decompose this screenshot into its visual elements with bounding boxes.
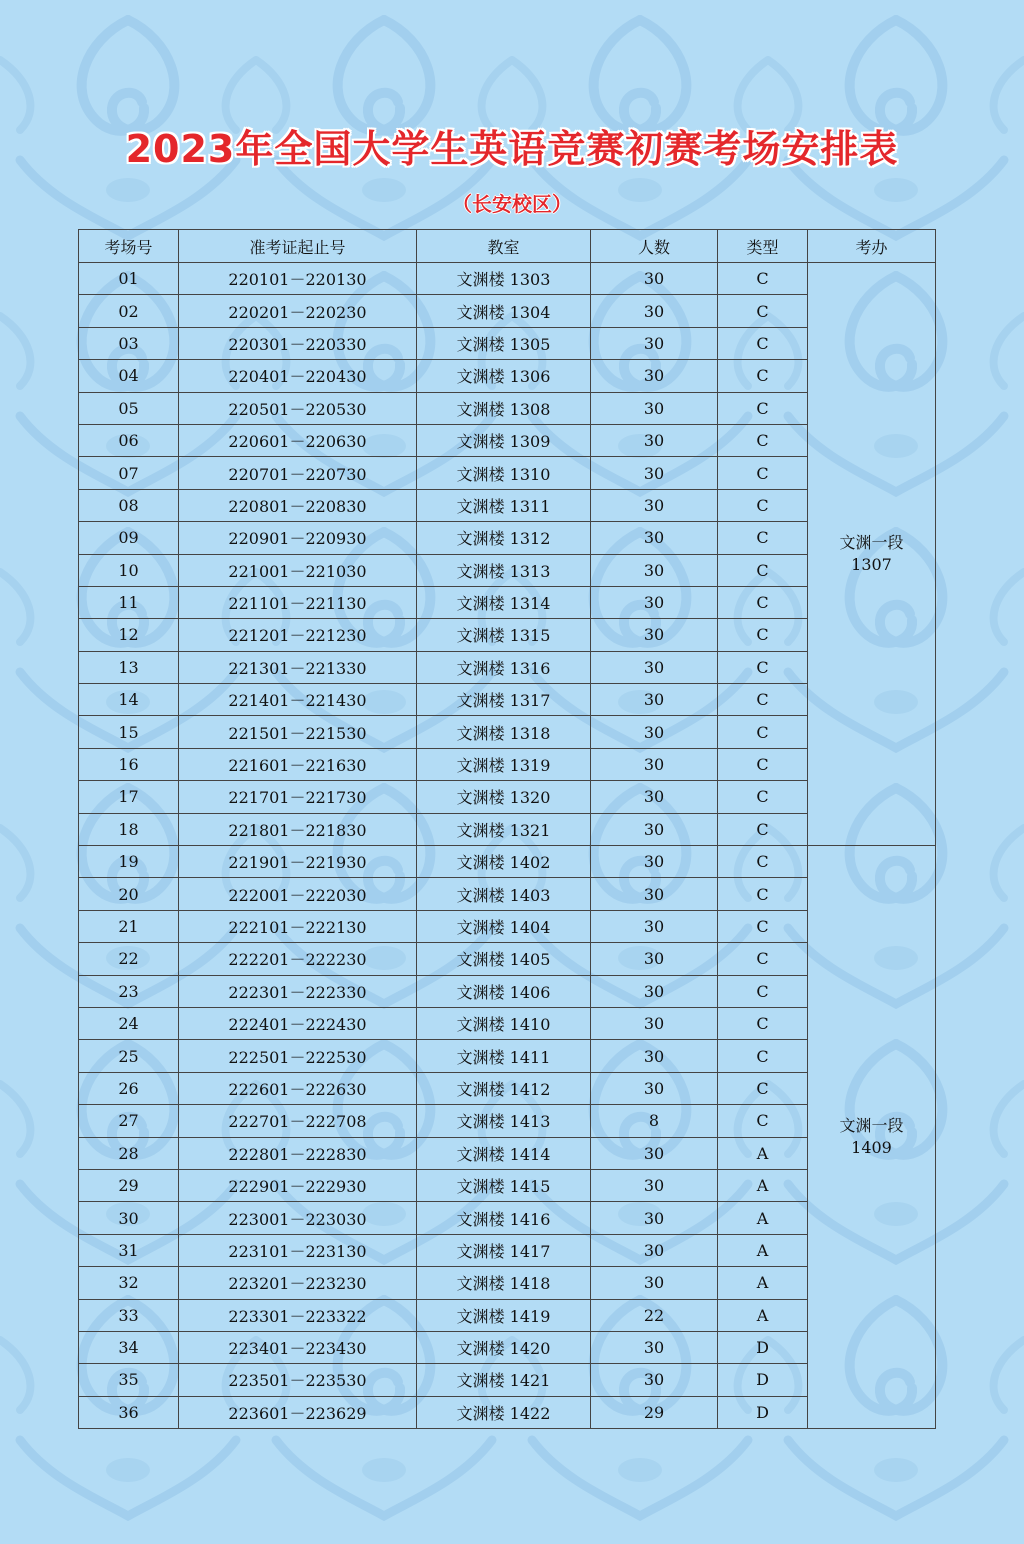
ticket-range-cell: 221201－221230 xyxy=(179,619,417,651)
room-no-cell: 23 xyxy=(79,975,179,1007)
count-cell: 30 xyxy=(591,748,718,780)
room-no-cell: 24 xyxy=(79,1007,179,1039)
type-cell: D xyxy=(718,1364,808,1396)
table-row xyxy=(79,813,936,845)
count-cell: 30 xyxy=(591,424,718,456)
ticket-range-cell: 223601－223629 xyxy=(179,1396,417,1428)
ticket-range-cell: 222301－222330 xyxy=(179,975,417,1007)
ticket-range-cell: 222701－222708 xyxy=(179,1105,417,1137)
ticket-range-cell: 221601－221630 xyxy=(179,748,417,780)
table-header-row xyxy=(79,230,936,263)
classroom-cell: 文渊楼 1416 xyxy=(417,1202,591,1234)
table-row xyxy=(79,1137,936,1169)
room-no-cell: 28 xyxy=(79,1137,179,1169)
type-cell: A xyxy=(718,1202,808,1234)
classroom-cell: 文渊楼 1314 xyxy=(417,586,591,618)
ticket-range-cell: 223201－223230 xyxy=(179,1267,417,1299)
room-no-cell: 22 xyxy=(79,943,179,975)
type-cell: C xyxy=(718,781,808,813)
ticket-range-cell: 222001－222030 xyxy=(179,878,417,910)
classroom-cell: 文渊楼 1306 xyxy=(417,360,591,392)
count-cell: 30 xyxy=(591,1202,718,1234)
table-row xyxy=(79,1040,936,1072)
ticket-range-cell: 220701－220730 xyxy=(179,457,417,489)
room-no-cell: 30 xyxy=(79,1202,179,1234)
count-cell: 30 xyxy=(591,392,718,424)
table-row xyxy=(79,684,936,716)
count-cell: 22 xyxy=(591,1299,718,1331)
header-office: 考办 xyxy=(808,230,936,263)
type-cell: A xyxy=(718,1169,808,1201)
count-cell: 30 xyxy=(591,781,718,813)
count-cell: 30 xyxy=(591,1364,718,1396)
type-cell: C xyxy=(718,813,808,845)
table-row xyxy=(79,1072,936,1104)
room-no-cell: 01 xyxy=(79,263,179,295)
type-cell: C xyxy=(718,586,808,618)
type-cell: C xyxy=(718,457,808,489)
table-row xyxy=(79,1299,936,1331)
table-row xyxy=(79,943,936,975)
count-cell: 30 xyxy=(591,1267,718,1299)
room-no-cell: 35 xyxy=(79,1364,179,1396)
count-cell: 30 xyxy=(591,586,718,618)
type-cell: D xyxy=(718,1396,808,1428)
ticket-range-cell: 222401－222430 xyxy=(179,1007,417,1039)
count-cell: 30 xyxy=(591,1040,718,1072)
count-cell: 30 xyxy=(591,1137,718,1169)
classroom-cell: 文渊楼 1318 xyxy=(417,716,591,748)
type-cell: C xyxy=(718,943,808,975)
table-row xyxy=(79,910,936,942)
type-cell: C xyxy=(718,748,808,780)
office-room: 1307 xyxy=(851,555,892,575)
room-no-cell: 03 xyxy=(79,327,179,359)
room-no-cell: 16 xyxy=(79,748,179,780)
room-no-cell: 25 xyxy=(79,1040,179,1072)
office-cell xyxy=(808,846,936,1429)
table-row xyxy=(79,457,936,489)
type-cell: C xyxy=(718,1105,808,1137)
type-cell: C xyxy=(718,716,808,748)
room-no-cell: 09 xyxy=(79,522,179,554)
room-no-cell: 08 xyxy=(79,489,179,521)
classroom-cell: 文渊楼 1308 xyxy=(417,392,591,424)
classroom-cell: 文渊楼 1303 xyxy=(417,263,591,295)
ticket-range-cell: 221701－221730 xyxy=(179,781,417,813)
type-cell: A xyxy=(718,1137,808,1169)
table-row xyxy=(79,1364,936,1396)
ticket-range-cell: 220301－220330 xyxy=(179,327,417,359)
table-row xyxy=(79,846,936,878)
table-row xyxy=(79,975,936,1007)
ticket-range-cell: 223001－223030 xyxy=(179,1202,417,1234)
ticket-range-cell: 220501－220530 xyxy=(179,392,417,424)
table-row xyxy=(79,522,936,554)
classroom-cell: 文渊楼 1313 xyxy=(417,554,591,586)
table-row xyxy=(79,554,936,586)
ticket-range-cell: 220901－220930 xyxy=(179,522,417,554)
table-row xyxy=(79,1007,936,1039)
type-cell: C xyxy=(718,360,808,392)
ticket-range-cell: 222501－222530 xyxy=(179,1040,417,1072)
ticket-range-cell: 220601－220630 xyxy=(179,424,417,456)
table-row xyxy=(79,781,936,813)
table-row xyxy=(79,748,936,780)
classroom-cell: 文渊楼 1315 xyxy=(417,619,591,651)
office-name: 文渊一段 xyxy=(839,1116,904,1136)
ticket-range-cell: 221801－221830 xyxy=(179,813,417,845)
ticket-range-cell: 222601－222630 xyxy=(179,1072,417,1104)
type-cell: C xyxy=(718,392,808,424)
classroom-cell: 文渊楼 1309 xyxy=(417,424,591,456)
type-cell: D xyxy=(718,1331,808,1363)
type-cell: C xyxy=(718,975,808,1007)
classroom-cell: 文渊楼 1415 xyxy=(417,1169,591,1201)
room-no-cell: 36 xyxy=(79,1396,179,1428)
ticket-range-cell: 221001－221030 xyxy=(179,554,417,586)
count-cell: 30 xyxy=(591,295,718,327)
type-cell: C xyxy=(718,424,808,456)
ticket-range-cell: 221401－221430 xyxy=(179,684,417,716)
count-cell: 8 xyxy=(591,1105,718,1137)
exam-schedule-table xyxy=(78,229,936,1429)
table-row xyxy=(79,586,936,618)
type-cell: C xyxy=(718,910,808,942)
room-no-cell: 06 xyxy=(79,424,179,456)
count-cell: 30 xyxy=(591,360,718,392)
type-cell: C xyxy=(718,1007,808,1039)
table-row xyxy=(79,327,936,359)
type-cell: C xyxy=(718,619,808,651)
classroom-cell: 文渊楼 1319 xyxy=(417,748,591,780)
type-cell: C xyxy=(718,651,808,683)
page-title: 2023年全国大学生英语竞赛初赛考场安排表 xyxy=(125,127,899,171)
classroom-cell: 文渊楼 1402 xyxy=(417,846,591,878)
classroom-cell: 文渊楼 1418 xyxy=(417,1267,591,1299)
count-cell: 30 xyxy=(591,813,718,845)
room-no-cell: 10 xyxy=(79,554,179,586)
count-cell: 30 xyxy=(591,716,718,748)
table-row xyxy=(79,1169,936,1201)
count-cell: 30 xyxy=(591,457,718,489)
ticket-range-cell: 222101－222130 xyxy=(179,910,417,942)
ticket-range-cell: 222901－222930 xyxy=(179,1169,417,1201)
table-row xyxy=(79,1234,936,1266)
classroom-cell: 文渊楼 1421 xyxy=(417,1364,591,1396)
classroom-cell: 文渊楼 1406 xyxy=(417,975,591,1007)
classroom-cell: 文渊楼 1420 xyxy=(417,1331,591,1363)
ticket-range-cell: 220401－220430 xyxy=(179,360,417,392)
count-cell: 30 xyxy=(591,1072,718,1104)
classroom-cell: 文渊楼 1304 xyxy=(417,295,591,327)
room-no-cell: 15 xyxy=(79,716,179,748)
ticket-range-cell: 223101－223130 xyxy=(179,1234,417,1266)
ticket-range-cell: 220201－220230 xyxy=(179,295,417,327)
classroom-cell: 文渊楼 1320 xyxy=(417,781,591,813)
count-cell: 30 xyxy=(591,619,718,651)
classroom-cell: 文渊楼 1422 xyxy=(417,1396,591,1428)
ticket-range-cell: 221901－221930 xyxy=(179,846,417,878)
room-no-cell: 05 xyxy=(79,392,179,424)
ticket-range-cell: 222801－222830 xyxy=(179,1137,417,1169)
room-no-cell: 21 xyxy=(79,910,179,942)
type-cell: C xyxy=(718,522,808,554)
room-no-cell: 34 xyxy=(79,1331,179,1363)
table-row xyxy=(79,1331,936,1363)
table-row xyxy=(79,295,936,327)
room-no-cell: 04 xyxy=(79,360,179,392)
classroom-cell: 文渊楼 1417 xyxy=(417,1234,591,1266)
room-no-cell: 07 xyxy=(79,457,179,489)
type-cell: C xyxy=(718,554,808,586)
office-room: 1409 xyxy=(851,1138,892,1158)
table-row xyxy=(79,619,936,651)
room-no-cell: 11 xyxy=(79,586,179,618)
room-no-cell: 32 xyxy=(79,1267,179,1299)
table-row xyxy=(79,878,936,910)
classroom-cell: 文渊楼 1411 xyxy=(417,1040,591,1072)
ticket-range-cell: 223401－223430 xyxy=(179,1331,417,1363)
ticket-range-cell: 223301－223322 xyxy=(179,1299,417,1331)
count-cell: 30 xyxy=(591,263,718,295)
count-cell: 30 xyxy=(591,489,718,521)
table-row xyxy=(79,1396,936,1428)
header-classroom: 教室 xyxy=(417,230,591,263)
count-cell: 30 xyxy=(591,1331,718,1363)
room-no-cell: 29 xyxy=(79,1169,179,1201)
classroom-cell: 文渊楼 1412 xyxy=(417,1072,591,1104)
count-cell: 29 xyxy=(591,1396,718,1428)
classroom-cell: 文渊楼 1311 xyxy=(417,489,591,521)
table-row xyxy=(79,424,936,456)
table-row xyxy=(79,489,936,521)
table-row xyxy=(79,651,936,683)
table-row xyxy=(79,1202,936,1234)
count-cell: 30 xyxy=(591,327,718,359)
room-no-cell: 27 xyxy=(79,1105,179,1137)
count-cell: 30 xyxy=(591,651,718,683)
classroom-cell: 文渊楼 1316 xyxy=(417,651,591,683)
type-cell: C xyxy=(718,684,808,716)
ticket-range-cell: 223501－223530 xyxy=(179,1364,417,1396)
type-cell: A xyxy=(718,1299,808,1331)
ticket-range-cell: 221301－221330 xyxy=(179,651,417,683)
header-room-no: 考场号 xyxy=(79,230,179,263)
classroom-cell: 文渊楼 1310 xyxy=(417,457,591,489)
room-no-cell: 20 xyxy=(79,878,179,910)
count-cell: 30 xyxy=(591,684,718,716)
table-body xyxy=(79,263,936,1429)
count-cell: 30 xyxy=(591,522,718,554)
table-row xyxy=(79,716,936,748)
classroom-cell: 文渊楼 1405 xyxy=(417,943,591,975)
header-count: 人数 xyxy=(591,230,718,263)
count-cell: 30 xyxy=(591,554,718,586)
ticket-range-cell: 220801－220830 xyxy=(179,489,417,521)
count-cell: 30 xyxy=(591,975,718,1007)
count-cell: 30 xyxy=(591,1007,718,1039)
classroom-cell: 文渊楼 1419 xyxy=(417,1299,591,1331)
type-cell: C xyxy=(718,489,808,521)
table-row xyxy=(79,263,936,295)
type-cell: C xyxy=(718,327,808,359)
room-no-cell: 14 xyxy=(79,684,179,716)
ticket-range-cell: 221101－221130 xyxy=(179,586,417,618)
classroom-cell: 文渊楼 1305 xyxy=(417,327,591,359)
count-cell: 30 xyxy=(591,878,718,910)
table-row xyxy=(79,392,936,424)
room-no-cell: 12 xyxy=(79,619,179,651)
type-cell: C xyxy=(718,878,808,910)
classroom-cell: 文渊楼 1321 xyxy=(417,813,591,845)
table-row xyxy=(79,1105,936,1137)
office-cell xyxy=(808,263,936,846)
table-row xyxy=(79,1267,936,1299)
header-type: 类型 xyxy=(718,230,808,263)
classroom-cell: 文渊楼 1317 xyxy=(417,684,591,716)
type-cell: C xyxy=(718,263,808,295)
count-cell: 30 xyxy=(591,910,718,942)
count-cell: 30 xyxy=(591,846,718,878)
count-cell: 30 xyxy=(591,1169,718,1201)
classroom-cell: 文渊楼 1410 xyxy=(417,1007,591,1039)
classroom-cell: 文渊楼 1413 xyxy=(417,1105,591,1137)
type-cell: C xyxy=(718,846,808,878)
type-cell: A xyxy=(718,1234,808,1266)
table-row xyxy=(79,360,936,392)
page-subtitle: （长安校区） xyxy=(452,192,572,216)
type-cell: C xyxy=(718,1040,808,1072)
count-cell: 30 xyxy=(591,1234,718,1266)
classroom-cell: 文渊楼 1403 xyxy=(417,878,591,910)
type-cell: C xyxy=(718,295,808,327)
room-no-cell: 31 xyxy=(79,1234,179,1266)
ticket-range-cell: 220101－220130 xyxy=(179,263,417,295)
classroom-cell: 文渊楼 1312 xyxy=(417,522,591,554)
classroom-cell: 文渊楼 1404 xyxy=(417,910,591,942)
type-cell: A xyxy=(718,1267,808,1299)
ticket-range-cell: 221501－221530 xyxy=(179,716,417,748)
room-no-cell: 13 xyxy=(79,651,179,683)
room-no-cell: 17 xyxy=(79,781,179,813)
type-cell: C xyxy=(718,1072,808,1104)
room-no-cell: 26 xyxy=(79,1072,179,1104)
office-name: 文渊一段 xyxy=(839,533,904,553)
ticket-range-cell: 222201－222230 xyxy=(179,943,417,975)
room-no-cell: 19 xyxy=(79,846,179,878)
room-no-cell: 33 xyxy=(79,1299,179,1331)
classroom-cell: 文渊楼 1414 xyxy=(417,1137,591,1169)
count-cell: 30 xyxy=(591,943,718,975)
room-no-cell: 18 xyxy=(79,813,179,845)
room-no-cell: 02 xyxy=(79,295,179,327)
header-ticket-range: 准考证起止号 xyxy=(179,230,417,263)
